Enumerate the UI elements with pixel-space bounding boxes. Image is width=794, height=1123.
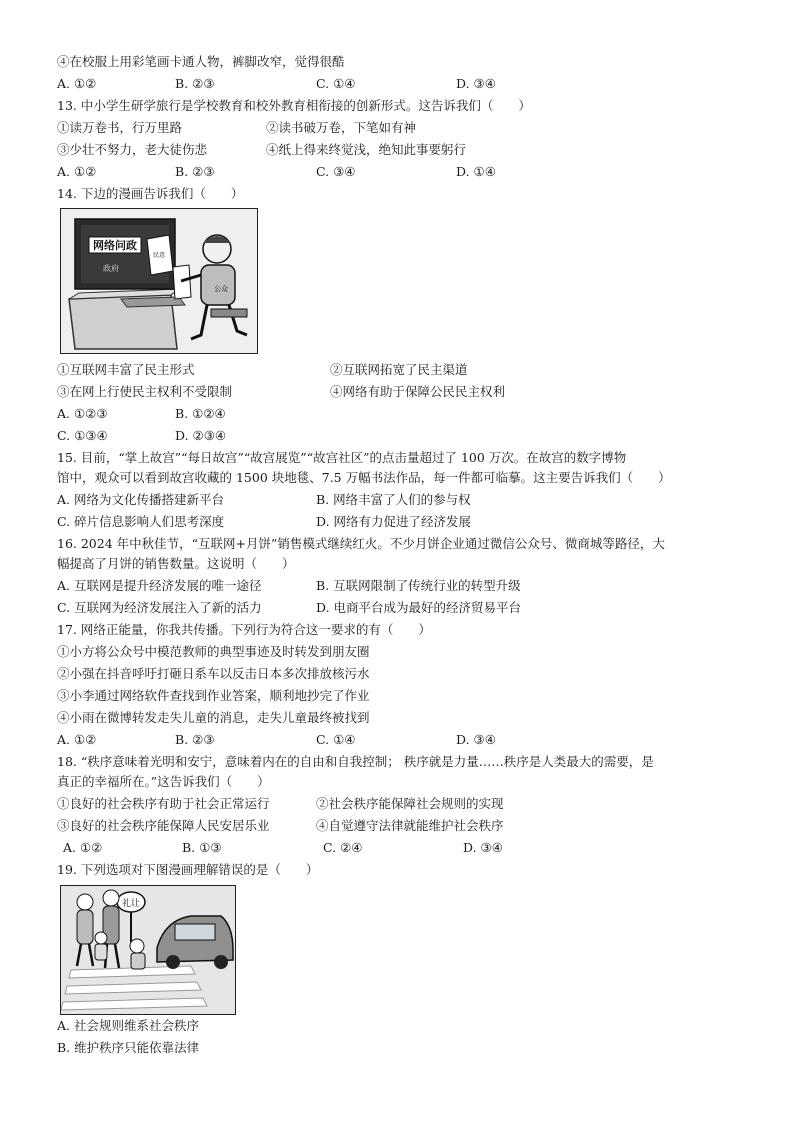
cartoon-label-minyi: 民意 <box>152 252 166 259</box>
q13-option-d[interactable]: D. ①④ <box>456 164 496 179</box>
q19-cartoon <box>60 885 236 1015</box>
q17-option-c[interactable]: C. ①④ <box>316 732 356 747</box>
q12-option-a[interactable]: A. ①② <box>57 76 97 91</box>
q15-option-d[interactable]: D. 网络有力促进了经济发展 <box>316 514 472 529</box>
q15-option-c[interactable]: C. 碎片信息影响人们思考深度 <box>57 514 225 529</box>
q17-item-4: ④小雨在微博转发走失儿童的消息，走失儿童最终被找到 <box>57 710 370 725</box>
q17-item-1: ①小方将公众号中模范教师的典型事迹及时转发到朋友圈 <box>57 644 370 659</box>
q16-option-b[interactable]: B. 互联网限制了传统行业的转型升级 <box>316 578 521 593</box>
q18-option-d[interactable]: D. ③④ <box>463 840 503 855</box>
cartoon-label-wangluo: 网络问政 <box>93 239 137 252</box>
cartoon-label-zhengfu: 政府 <box>103 264 119 273</box>
q12-option-b[interactable]: B. ②③ <box>175 76 215 91</box>
q18-item-4: ④自觉遵守法律就能维护社会秩序 <box>316 818 504 833</box>
q14-cartoon <box>60 208 258 354</box>
q12-option-c[interactable]: C. ①④ <box>316 76 356 91</box>
q12-option-d[interactable]: D. ③④ <box>456 76 496 91</box>
q13-item-4: ④纸上得来终觉浅，绝知此事要躬行 <box>266 142 467 157</box>
q14-option-d[interactable]: D. ②③④ <box>175 428 227 443</box>
q13-stem: 13. 中小学生研学旅行是学校教育和校外教育相衔接的创新形式。这告诉我们（ ） <box>57 98 531 113</box>
q17-option-b[interactable]: B. ②③ <box>175 732 215 747</box>
q14-option-a[interactable]: A. ①②③ <box>57 406 108 421</box>
q15-option-b[interactable]: B. 网络丰富了人们的参与权 <box>316 492 471 507</box>
q19-stem: 19. 下列选项对下图漫画理解错误的是（ ） <box>57 862 319 877</box>
q16-stem-line2: 幅提高了月饼的销售数量。这说明（ ） <box>57 556 295 571</box>
q18-item-2: ②社会秩序能保障社会规则的实现 <box>316 796 504 811</box>
q12-item-4: ④在校服上用彩笔画卡通人物，裤脚改窄，觉得很酷 <box>57 54 345 69</box>
q16-stem-line1: 16. 2024 年中秋佳节，“互联网+月饼”销售模式继续红火。不少月饼企业通过微信公众号、微商城等路径，大 <box>57 536 665 551</box>
q14-stem: 14. 下边的漫画告诉我们（ ） <box>57 186 244 201</box>
q14-item-1: ①互联网丰富了民主形式 <box>57 362 195 377</box>
q15-stem-line1: 15. 目前，“掌上故宫”“每日故宫”“故宫展览”“故宫社区”的点击量超过了 100 万次。在故宫的数字博物 <box>57 450 627 465</box>
q13-option-b[interactable]: B. ②③ <box>175 164 215 179</box>
q14-item-2: ②互联网拓宽了民主渠道 <box>330 362 468 377</box>
q14-item-4: ④网络有助于保障公民民主权利 <box>330 384 506 399</box>
crosswalk-drawing <box>61 886 235 1014</box>
q14-option-c[interactable]: C. ①③④ <box>57 428 108 443</box>
q17-option-a[interactable]: A. ①② <box>57 732 97 747</box>
q15-stem-line2: 馆中，观众可以看到故宫收藏的 1500 块地毯、7.5 万幅书法作品，每一件都可临摹。这主要告诉我们（ ） <box>57 470 671 485</box>
q13-option-a[interactable]: A. ①② <box>57 164 97 179</box>
q16-option-d[interactable]: D. 电商平台成为最好的经济贸易平台 <box>316 600 522 615</box>
q14-item-3: ③在网上行使民主权利不受限制 <box>57 384 233 399</box>
q14-option-b[interactable]: B. ①②④ <box>175 406 226 421</box>
q13-item-2: ②读书破万卷，下笔如有神 <box>266 120 417 135</box>
q15-option-a[interactable]: A. 网络为文化传播搭建新平台 <box>57 492 224 507</box>
q17-item-2: ②小强在抖音呼吁打砸日系车以反击日本多次排放核污水 <box>57 666 370 681</box>
q18-option-c[interactable]: C. ②④ <box>323 840 363 855</box>
q16-option-c[interactable]: C. 互联网为经济发展注入了新的活力 <box>57 600 262 615</box>
q19-option-a[interactable]: A. 社会规则维系社会秩序 <box>57 1018 199 1033</box>
q17-item-3: ③小李通过网络软件查找到作业答案，顺利地抄完了作业 <box>57 688 370 703</box>
q16-option-a[interactable]: A. 互联网是提升经济发展的唯一途径 <box>57 578 262 593</box>
q18-item-3: ③良好的社会秩序能保障人民安居乐业 <box>57 818 270 833</box>
q17-stem: 17. 网络正能量，你我共传播。下列行为符合这一要求的有（ ） <box>57 622 431 637</box>
cartoon-drawing <box>61 209 257 353</box>
q17-option-d[interactable]: D. ③④ <box>456 732 496 747</box>
cartoon-label-gongzhong: 公众 <box>214 285 228 293</box>
q18-option-a[interactable]: A. ①② <box>63 840 103 855</box>
cartoon-sign-text: 礼让 <box>121 899 141 909</box>
q13-option-c[interactable]: C. ③④ <box>316 164 356 179</box>
q18-option-b[interactable]: B. ①③ <box>182 840 222 855</box>
q18-stem-line1: 18. “秩序意味着光明和安宁，意味着内在的自由和自我控制； 秩序就是力量……秩序是人类最大的需要，是 <box>57 754 654 769</box>
q18-stem-line2: 真正的幸福所在。”这告诉我们（ ） <box>57 774 270 789</box>
q18-item-1: ①良好的社会秩序有助于社会正常运行 <box>57 796 270 811</box>
q13-item-3: ③少壮不努力，老大徒伤悲 <box>57 142 208 157</box>
q19-option-b[interactable]: B. 维护秩序只能依靠法律 <box>57 1040 200 1055</box>
q13-item-1: ①读万卷书，行万里路 <box>57 120 183 135</box>
